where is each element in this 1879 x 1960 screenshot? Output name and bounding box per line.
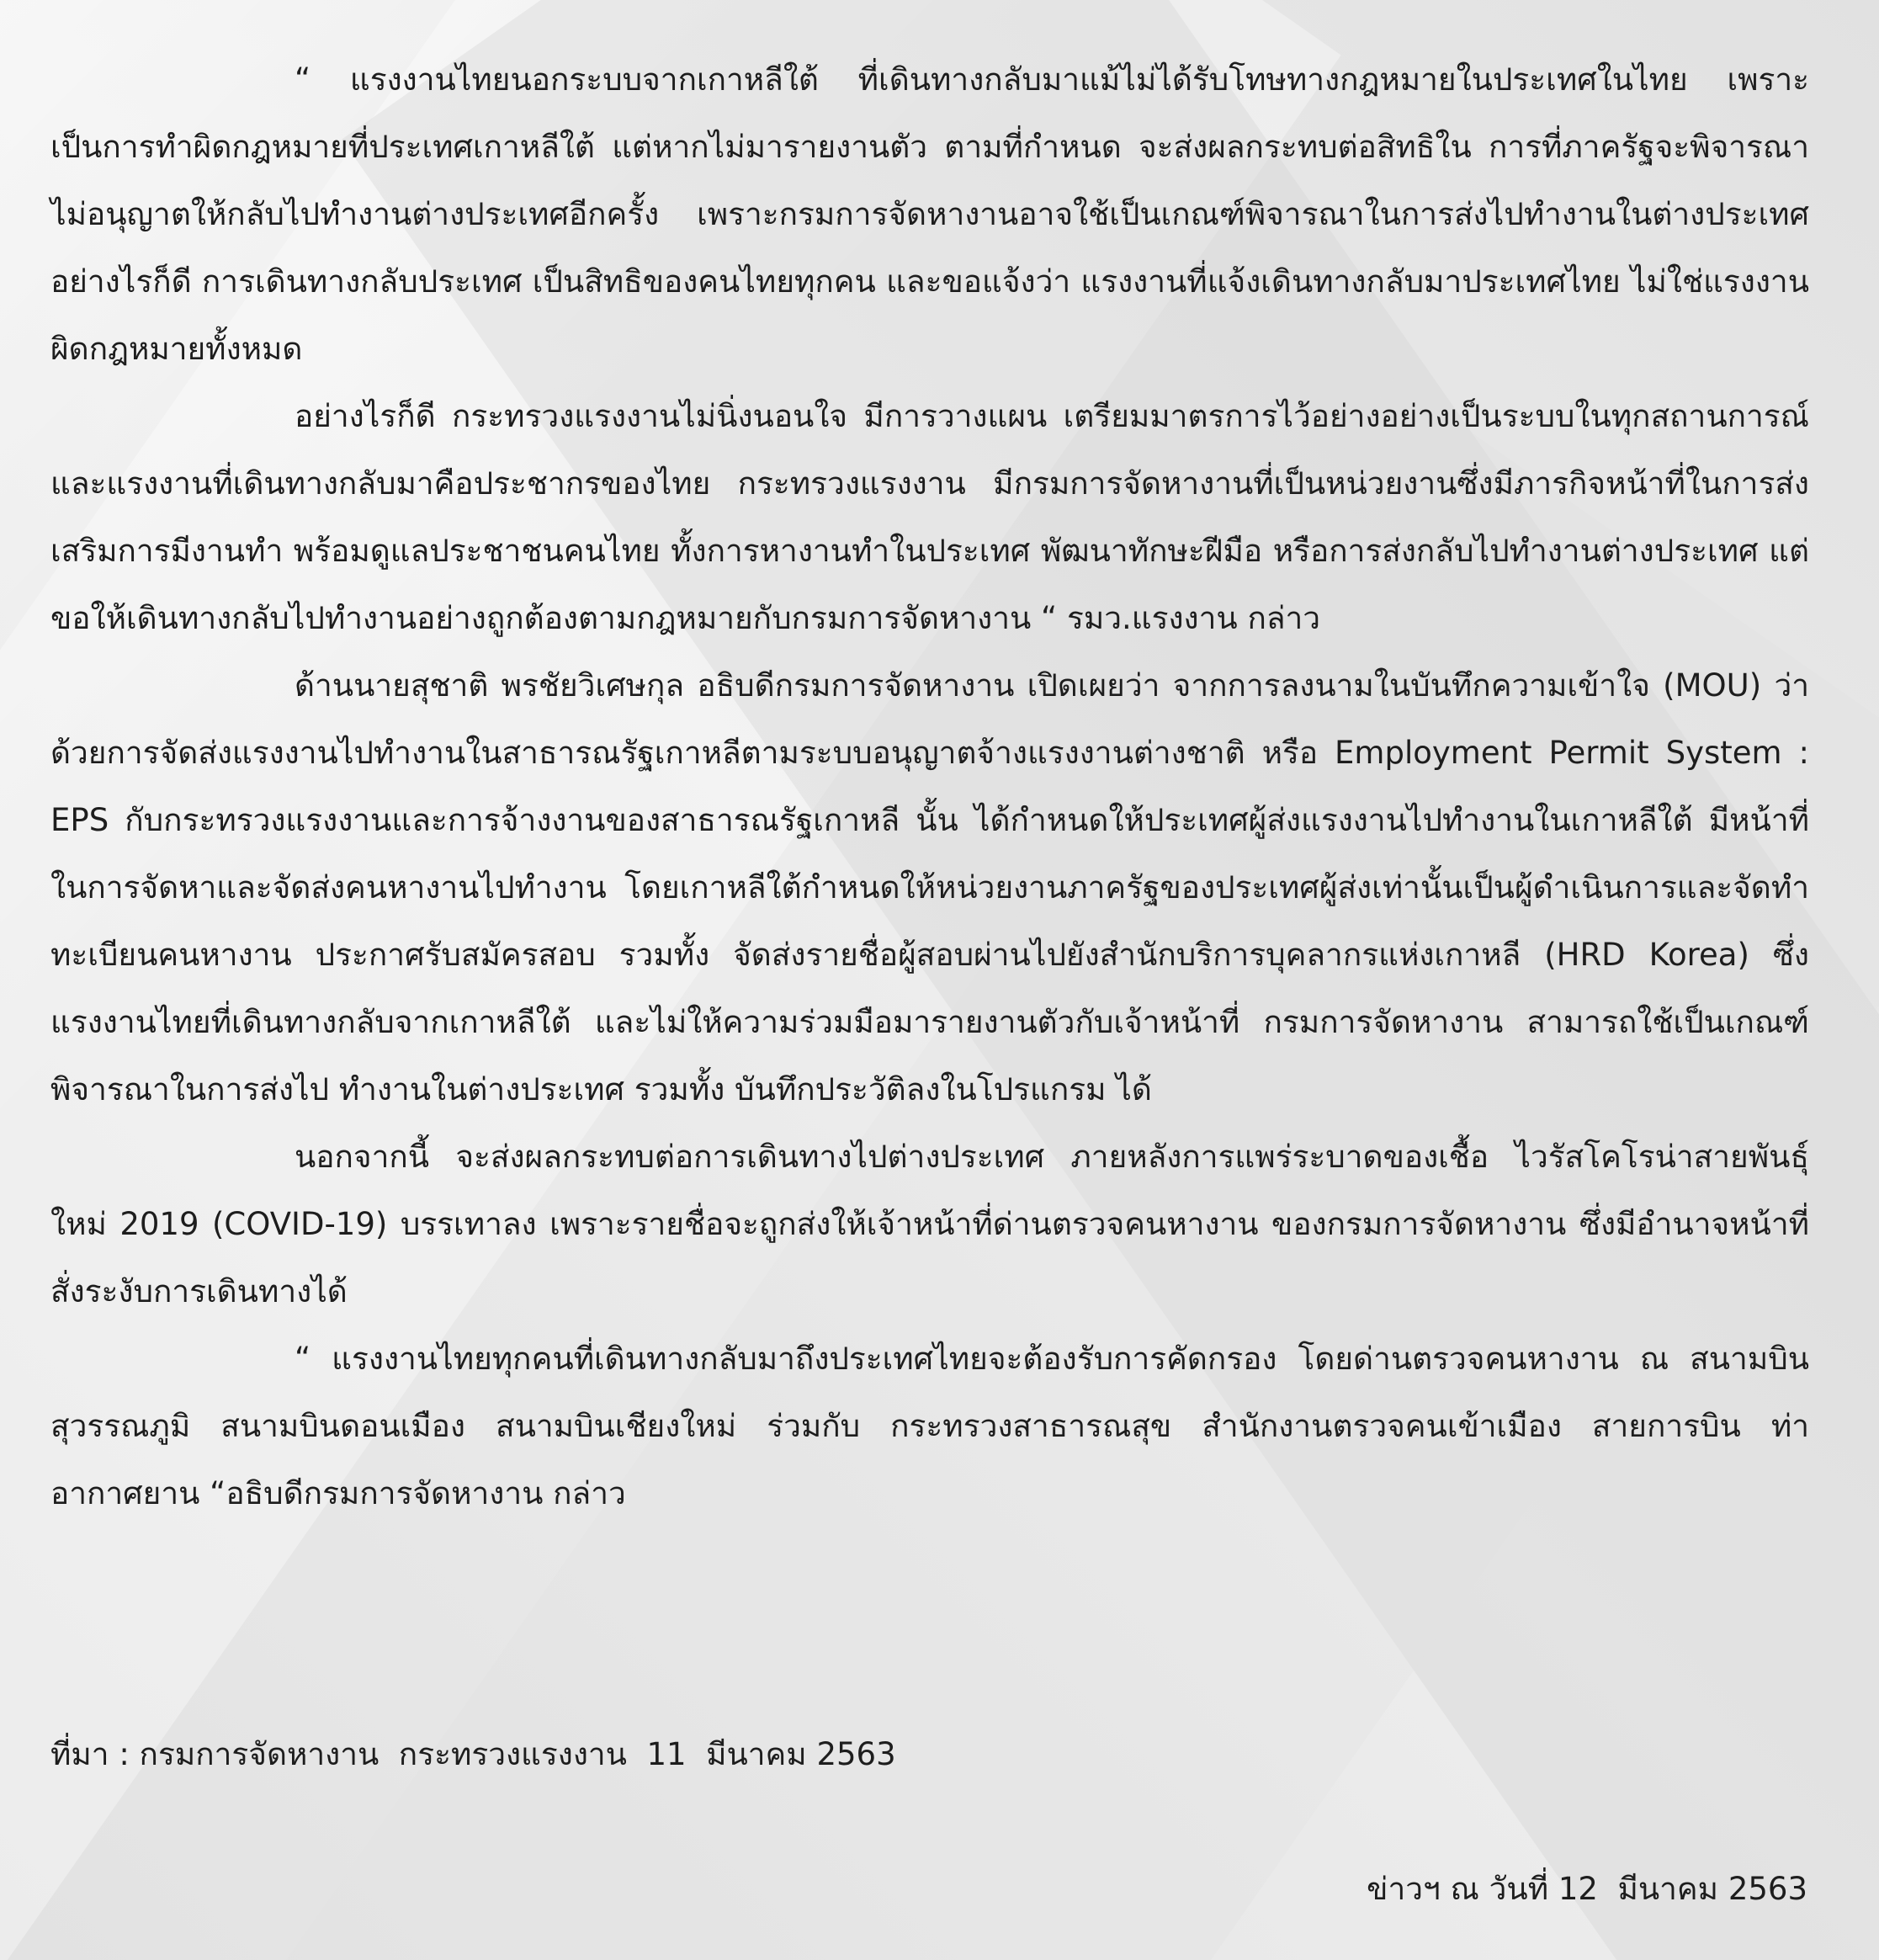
news-dateline: ข่าวฯ ณ วันที่ 12 มีนาคม 2563: [1367, 1871, 1807, 1907]
paragraph-ministry-plan: อย่างไรก็ดี กระทรวงแรงงานไม่นิ่งนอนใจ มีการวางแผน เตรียมมาตรการไว้อย่างอย่างเป็นระบบในทุกสถานการณ์ และแรงงานที่เดินทางกลับมาคือประชากรของไทย กระทรวงแรงงาน มีกรมการจัดหางานที่เป็นหน่วยงานซึ่งมีภารกิจหน้าที่ในการส่งเสริมการมีงานทำ พร้อมดูแลประชาชนคนไทย ทั้งการหางานทำในประเทศ พัฒนาทักษะฝีมือ หรือการส่งกลับไปทำงานต่างประเทศ แต่ขอให้เดินทางกลับไปทำงานอย่างถูกต้องตามกฎหมายกับกรมการจัดหางาน “ รมว.แรงงาน กล่าว: [50, 398, 1809, 636]
paragraph-travel-impact: นอกจากนี้ จะส่งผลกระทบต่อการเดินทางไปต่างประเทศ ภายหลังการแพร่ระบาดของเชื้อ ไวรัสโคโรน่าสายพันธุ์ใหม่ 2019 (COVID-19) บรรเทาลง เพราะรายชื่อจะถูกส่งให้เจ้าหน้าที่ด่านตรวจคนหางาน ของกรมการจัดหางาน ซึ่งมีอำนาจหน้าที่สั่งระงับการเดินทางได้: [50, 1139, 1809, 1309]
article-body: [50, 46, 1809, 1527]
paragraph-director-general-statement: ด้านนายสุชาติ พรชัยวิเศษกุล อธิบดีกรมการจัดหางาน เปิดเผยว่า จากการลงนามในบันทึกความเข้าใจ (MOU) ว่าด้วยการจัดส่งแรงงานไปทำงานในสาธารณรัฐเกาหลีตามระบบอนุญาตจ้างแรงงานต่างชาติ หรือ Employment Permit System : EPS กับกระทรวงแรงงานและการจ้างงานของสาธารณรัฐเกาหลี นั้น ได้กำหนดให้ประเทศผู้ส่งแรงงานไปทำงานในเกาหลีใต้ มีหน้าที่ในการจัดหาและจัดส่งคนหางานไปทำงาน โดยเกาหลีใต้กำหนดให้หน่วยงานภาครัฐของประเทศผู้ส่งเท่านั้นเป็นผู้ดำเนินการและจัดทำทะเบียนคนหางาน ประกาศรับสมัครสอบ รวมทั้ง จัดส่งรายชื่อผู้สอบผ่านไปยังสำนักบริการบุคลากรแห่งเกาหลี (HRD Korea) ซึ่งแรงงานไทยที่เดินทางกลับจากเกาหลีใต้ และไม่ให้ความร่วมมือมารายงานตัวกับเจ้าหน้าที่ กรมการจัดหางาน สามารถใช้เป็นเกณฑ์พิจารณาในการส่งไป ทำงานในต่างประเทศ รวมทั้ง บันทึกประวัติลงในโปรแกรม ได้: [50, 667, 1809, 1107]
paragraph-labor-return-policy: “ แรงงานไทยนอกระบบจากเกาหลีใต้ ที่เดินทางกลับมาแม้ไม่ได้รับโทษทางกฎหมายในประเทศในไทย เพราะเป็นการทำผิดกฎหมายที่ประเทศเกาหลีใต้ แต่หากไม่มารายงานตัว ตามที่กำหนด จะส่งผลกระทบต่อสิทธิใน การที่ภาครัฐจะพิจารณา ไม่อนุญาตให้กลับไปทำงานต่างประเทศอีกครั้ง เพราะกรมการจัดหางานอาจใช้เป็นเกณฑ์พิจารณาในการส่งไปทำงานในต่างประเทศ อย่างไรก็ดี การเดินทางกลับประเทศ เป็นสิทธิของคนไทยทุกคน และขอแจ้งว่า แรงงานที่แจ้งเดินทางกลับมาประเทศไทย ไม่ใช่แรงงานผิดกฎหมายทั้งหมด: [50, 61, 1809, 367]
source-credit: ที่มา : กรมการจัดหางาน กระทรวงแรงงาน 11 มีนาคม 2563: [50, 1736, 896, 1772]
paragraph-airport-screening: “ แรงงานไทยทุกคนที่เดินทางกลับมาถึงประเทศไทยจะต้องรับการคัดกรอง โดยด่านตรวจคนหางาน ณ สนามบินสุวรรณภูมิ สนามบินดอนเมือง สนามบินเชียงใหม่ ร่วมกับ กระทรวงสาธารณสุข สำนักงานตรวจคนเข้าเมือง สายการบิน ท่าอากาศยาน “อธิบดีกรมการจัดหางาน กล่าว: [50, 1341, 1809, 1511]
